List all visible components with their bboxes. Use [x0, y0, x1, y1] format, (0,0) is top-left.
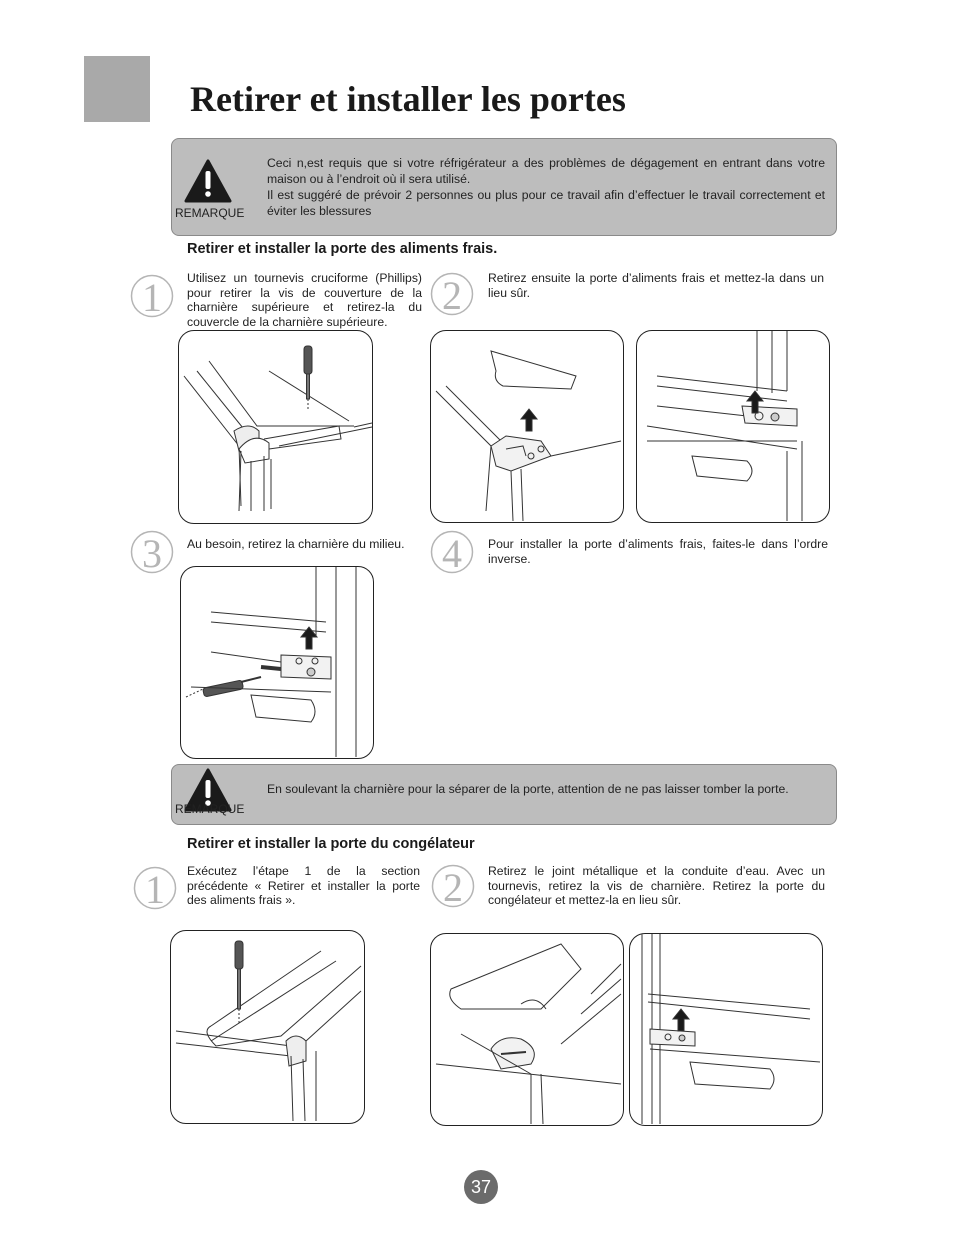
freezer-step-number-2-text: 2	[443, 865, 463, 908]
remark-box-2	[171, 764, 837, 825]
step-2-text: Retirez ensuite la porte d’aliments frais et mettez-la dans un lieu sûr.	[488, 271, 824, 300]
illustration-freezer-hinge-screw	[170, 930, 365, 1124]
section-heading-freezer: Retirer et installer la porte du congélateur	[187, 836, 475, 852]
warning-icon	[178, 159, 238, 208]
header-gray-square	[84, 56, 150, 122]
illustration-top-hinge-screw	[178, 330, 373, 524]
freezer-step-1-text: Exécutez l’étape 1 de la section précédente « Retirer et installer la porte des aliments frais ».	[187, 864, 420, 907]
illustration-freezer-door-removal	[430, 933, 624, 1126]
remark-box-1	[171, 138, 837, 236]
step-3-text: Au besoin, retirez la charnière du milieu.	[187, 537, 405, 551]
step-number-1-text: 1	[142, 275, 162, 318]
step-number-2	[430, 272, 474, 316]
remark-text-1: Ceci n,est requis que si votre réfrigérateur a des problèmes de dégagement en entrant dans votre maison ou à l’endroit où il sera utilisé.	[267, 156, 825, 186]
page-number-badge: 37	[464, 1170, 498, 1204]
remark-text-2: Il est suggéré de prévoir 2 personnes ou plus pour ce travail afin d’effectuer le travail correctement et éviter les blessures	[267, 188, 825, 218]
remark-label: REMARQUE	[175, 206, 245, 220]
step-number-3	[130, 530, 174, 574]
page-title: Retirer et installer les portes	[190, 79, 626, 119]
step-number-4	[430, 530, 474, 574]
illustration-hinge-closeup	[636, 330, 830, 523]
illustration-freezer-hinge-closeup	[629, 933, 823, 1126]
remark-label: REMARQUE	[175, 802, 245, 816]
illustration-remove-door	[430, 330, 624, 523]
freezer-step-2-text: Retirez le joint métallique et la conduite d’eau. Avec un tournevis, retirez la vis de charnière. Retirez la porte du congélateur et mettez-la en lieu sûr.	[488, 864, 825, 907]
step-number-1	[130, 274, 174, 318]
step-number-3-text: 3	[142, 531, 162, 574]
remark-text-3: En soulevant la charnière pour la séparer de la porte, attention de ne pas laisser tomber la porte.	[267, 782, 789, 796]
step-number-2-text: 2	[442, 273, 462, 316]
step-4-text: Pour installer la porte d’aliments frais, faites-le dans l’ordre inverse.	[488, 537, 828, 566]
step-number-4-text: 4	[442, 531, 462, 574]
freezer-step-number-1-text: 1	[145, 867, 165, 910]
section-heading-fresh-food: Retirer et installer la porte des aliments frais.	[187, 241, 498, 257]
illustration-middle-hinge	[180, 566, 374, 759]
step-1-text: Utilisez un tournevis cruciforme (Phillips) pour retirer la vis de couverture de la charnière supérieure et retirez-la du couvercle de la charnière supérieure.	[187, 271, 422, 329]
freezer-step-number-1	[133, 866, 177, 910]
freezer-step-number-2	[431, 864, 475, 908]
